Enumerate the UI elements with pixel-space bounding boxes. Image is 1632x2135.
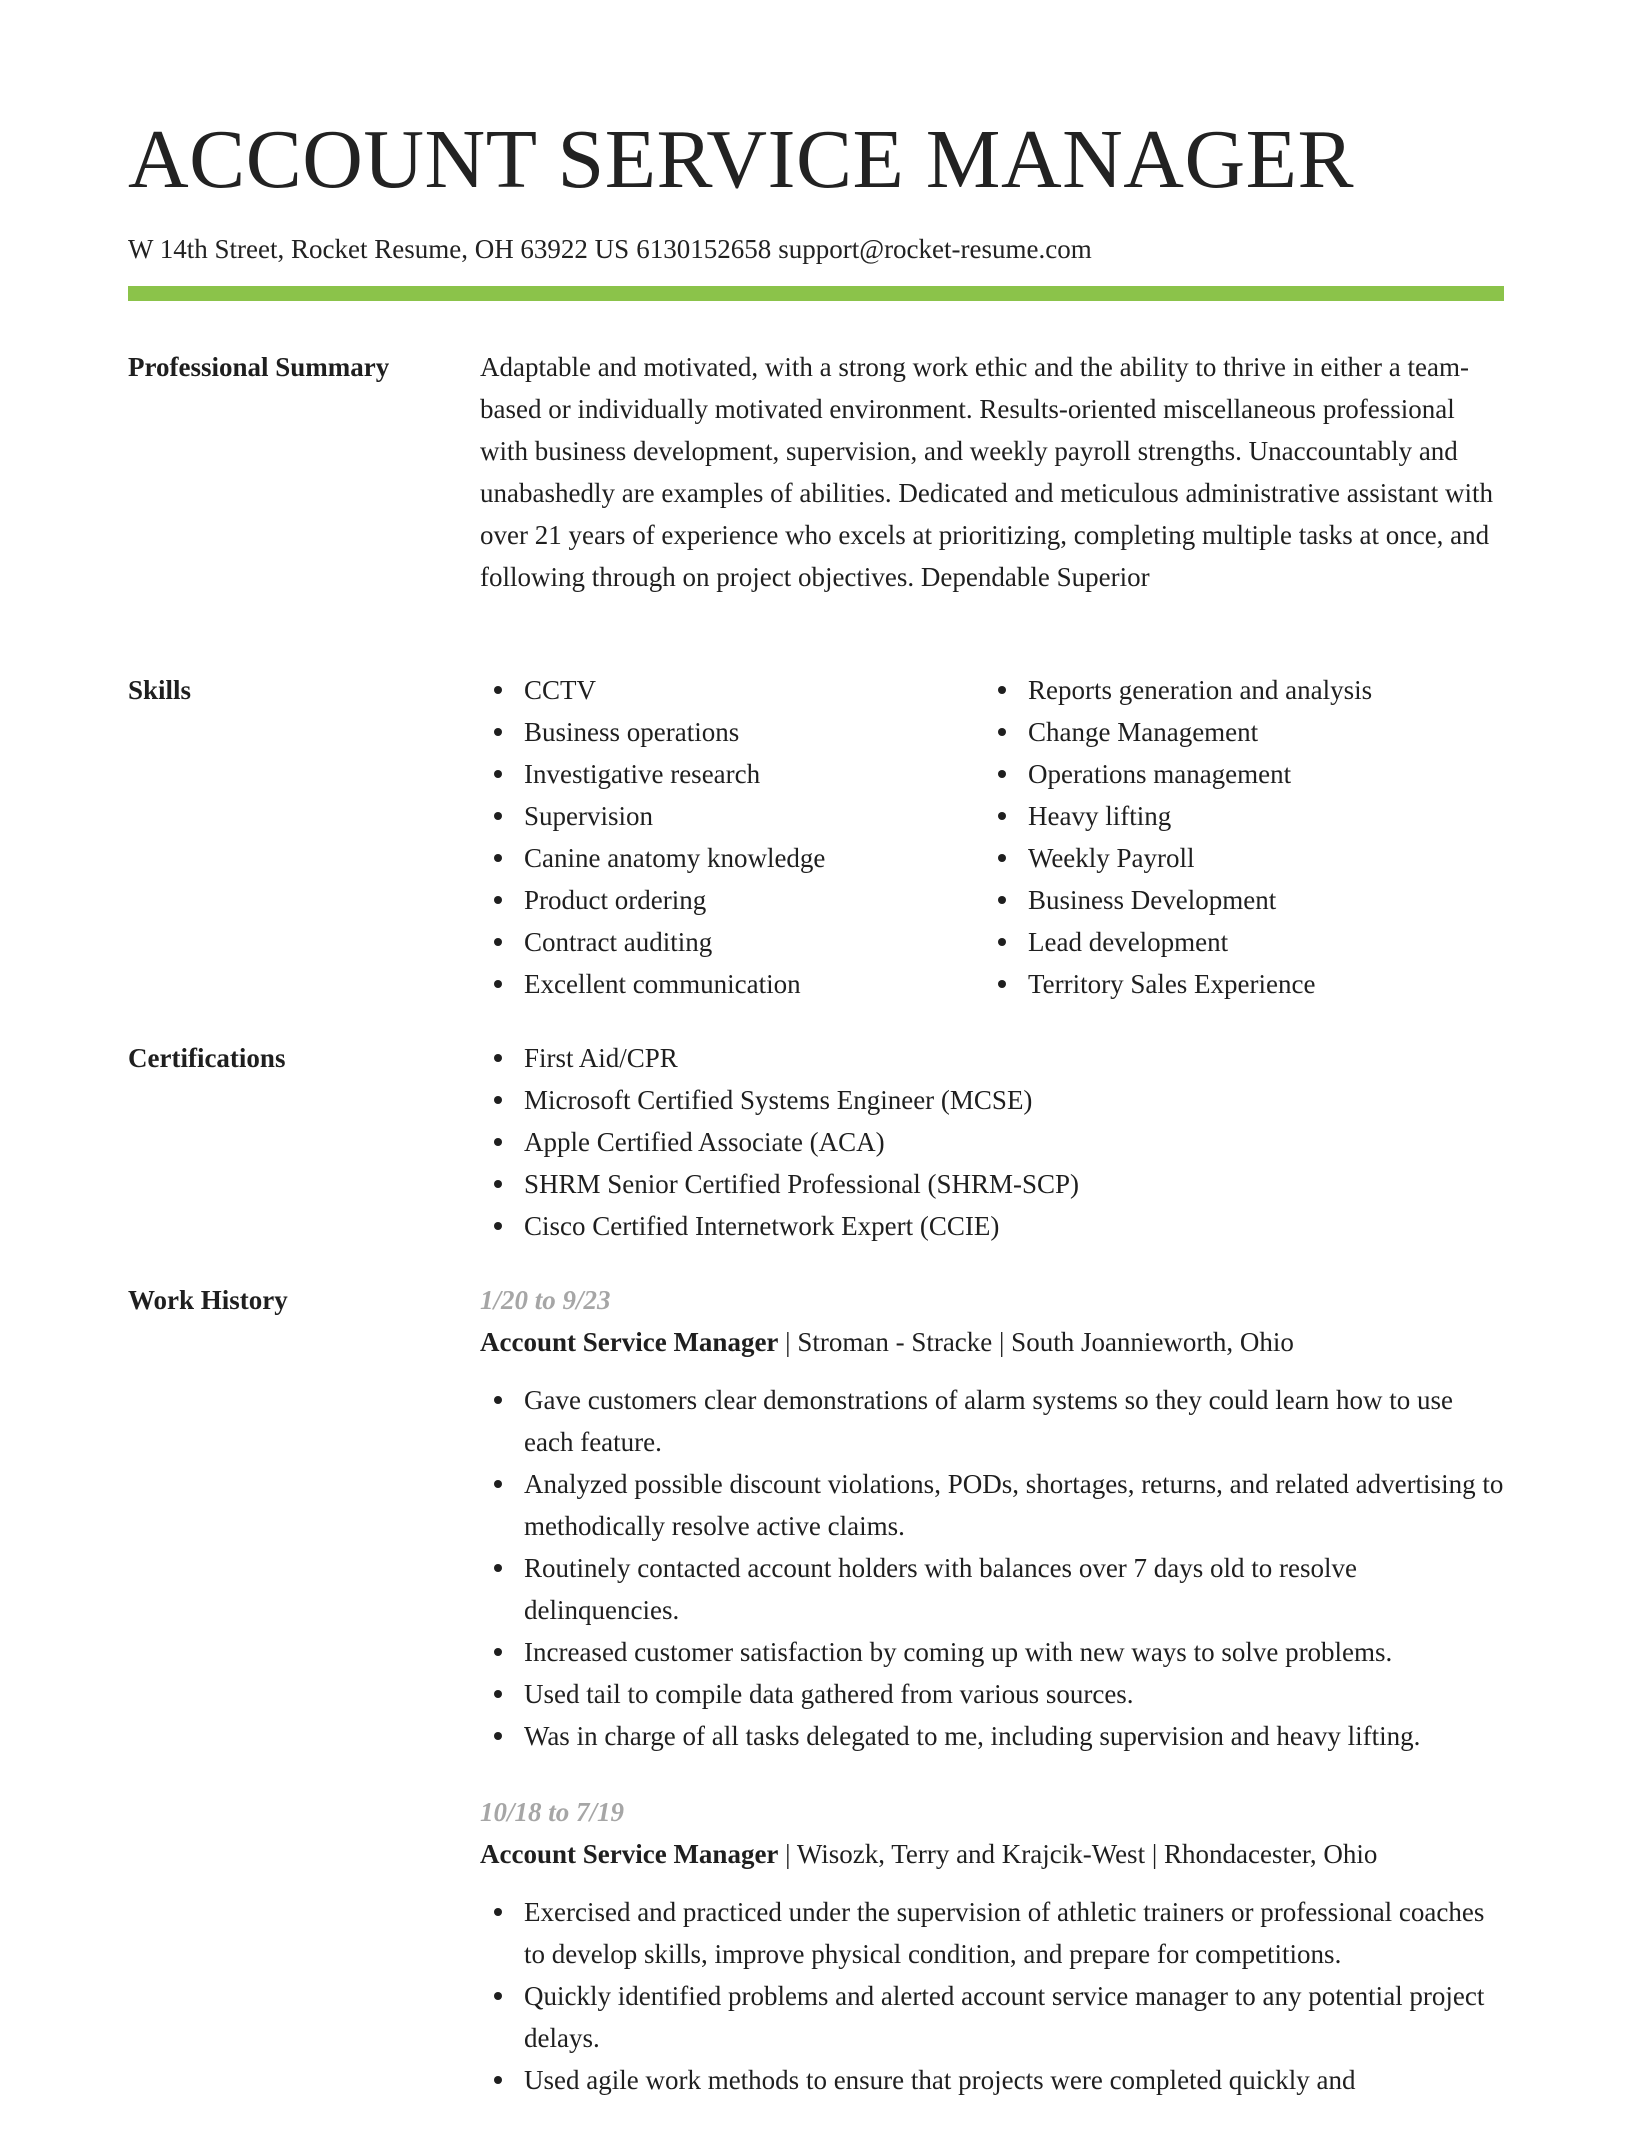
skill-item: Excellent communication: [480, 963, 984, 1005]
skill-item: Canine anatomy knowledge: [480, 837, 984, 879]
job-duty: Used agile work methods to ensure that projects were completed quickly and: [480, 2059, 1504, 2101]
summary-text: Adaptable and motivated, with a strong work ethic and the ability to thrive in either a team-based or individually motivated environment. Results-oriented miscellaneous professional with business development, supervision, and weekly payroll strengths. Unaccountably and unabashedly are examples of abilities. Dedicated and meticulous administrative assistant with over 21 years of experience who excels at prioritizing, completing multiple tasks at once, and following through on project objectives. Dependable Superior: [480, 352, 1493, 592]
skill-item: Business Development: [984, 879, 1488, 921]
skill-item: Weekly Payroll: [984, 837, 1488, 879]
job-details: | Wisozk, Terry and Krajcik-West | Rhondacester, Ohio: [785, 1839, 1378, 1869]
summary-body: [480, 346, 1504, 598]
contact-line: [128, 233, 1092, 265]
job-duty: Used tail to compile data gathered from various sources.: [480, 1673, 1504, 1715]
skill-item: Change Management: [984, 711, 1488, 753]
certifications-label: Certifications: [128, 1043, 286, 1073]
job-entry: [480, 1791, 1504, 2101]
skill-item: Heavy lifting: [984, 795, 1488, 837]
job-duty: Analyzed possible discount violations, PODs, shortages, returns, and related advertising to methodically resolve active claims.: [480, 1463, 1504, 1547]
skill-item: Supervision: [480, 795, 984, 837]
job-details: | Stroman - Stracke | South Joannieworth, Ohio: [785, 1327, 1294, 1357]
resume-name-heading: ACCOUNT SERVICE MANAGER: [128, 113, 1354, 206]
job-duty: Was in charge of all tasks delegated to me, including supervision and heavy lifting.: [480, 1715, 1504, 1757]
work-history-body: [480, 1279, 1504, 2135]
job-dates: 1/20 to 9/23: [480, 1285, 611, 1315]
job-duties-list: [480, 1379, 1504, 1757]
job-duty: Increased customer satisfaction by coming up with new ways to solve problems.: [480, 1631, 1504, 1673]
certifications-body: [480, 1037, 1504, 1247]
job-duty: Routinely contacted account holders with balances over 7 days old to resolve delinquencies.: [480, 1547, 1504, 1631]
certification-item: Microsoft Certified Systems Engineer (MCSE): [480, 1079, 1504, 1121]
skills-columns: [480, 669, 1504, 1005]
skill-item: CCTV: [480, 669, 984, 711]
certification-item: Cisco Certified Internetwork Expert (CCIE): [480, 1205, 1504, 1247]
skills-label: Skills: [128, 675, 192, 705]
job-duty: Quickly identified problems and alerted account service manager to any potential project delays.: [480, 1975, 1504, 2059]
job-title-line: [480, 1833, 1504, 1875]
job-entry: [480, 1279, 1504, 1757]
skill-item: Investigative research: [480, 753, 984, 795]
skill-item: Operations management: [984, 753, 1488, 795]
contact-address: W 14th Street, Rocket Resume, OH 63922 US: [128, 234, 630, 264]
certification-item: First Aid/CPR: [480, 1037, 1504, 1079]
contact-phone: 6130152658: [636, 234, 772, 264]
contact-email: support@rocket-resume.com: [778, 234, 1092, 264]
work-history-label: Work History: [128, 1285, 288, 1315]
certifications-list: [480, 1037, 1504, 1247]
job-duty: Exercised and practiced under the supervision of athletic trainers or professional coaches to develop skills, improve physical condition, and prepare for competitions.: [480, 1891, 1504, 1975]
skill-item: Contract auditing: [480, 921, 984, 963]
job-title: Account Service Manager: [480, 1839, 779, 1869]
skills-list-left: [480, 669, 984, 1005]
accent-divider: [128, 286, 1504, 301]
skill-item: Lead development: [984, 921, 1488, 963]
skill-item: Reports generation and analysis: [984, 669, 1488, 711]
skill-item: Territory Sales Experience: [984, 963, 1488, 1005]
job-title: Account Service Manager: [480, 1327, 779, 1357]
summary-label: Professional Summary: [128, 352, 390, 382]
skill-item: Business operations: [480, 711, 984, 753]
job-title-line: [480, 1321, 1504, 1363]
job-dates: 10/18 to 7/19: [480, 1797, 625, 1827]
skill-item: Product ordering: [480, 879, 984, 921]
job-duties-list: [480, 1891, 1504, 2101]
certification-item: SHRM Senior Certified Professional (SHRM-SCP): [480, 1163, 1504, 1205]
job-duty: Gave customers clear demonstrations of alarm systems so they could learn how to use each feature.: [480, 1379, 1504, 1463]
skills-body: [480, 669, 1504, 1005]
certification-item: Apple Certified Associate (ACA): [480, 1121, 1504, 1163]
skills-list-right: [984, 669, 1488, 1005]
